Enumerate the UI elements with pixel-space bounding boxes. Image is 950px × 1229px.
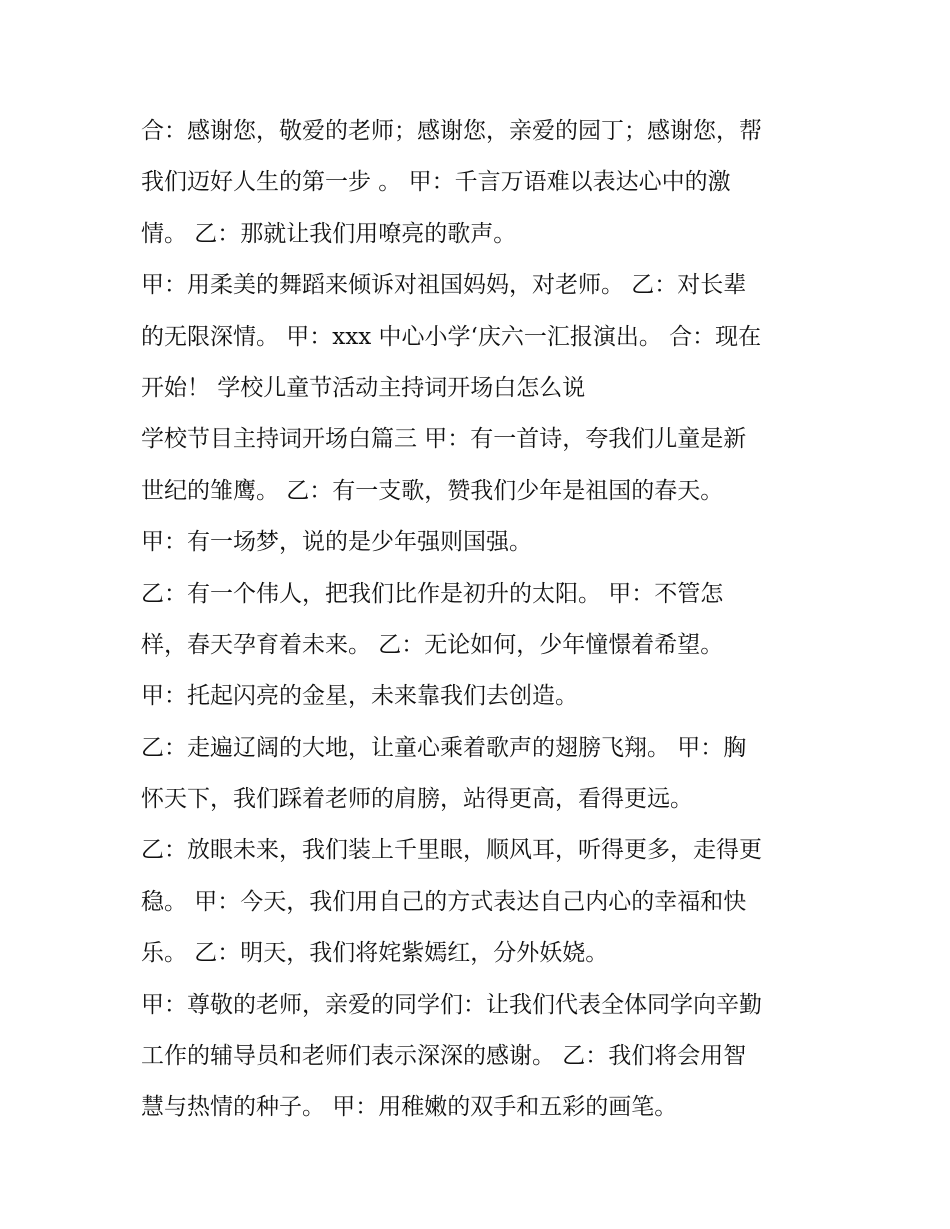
text-line: 我们迈好人生的第一步 。 甲：千言万语难以表达心中的激 [141, 169, 731, 196]
text-line: 甲：尊敬的老师，亲爱的同学们：让我们代表全体同学向辛勤 [141, 991, 762, 1018]
text-line: 稳。 甲：今天，我们用自己的方式表达自己内心的幸福和快 [141, 888, 747, 915]
text-line: 的无限深情。 甲：xxx 中心小学‘庆六一汇报演出。 合：现在 [141, 323, 762, 350]
text-line: 乙：有一个伟人，把我们比作是初升的太阳。 甲：不管怎 [141, 580, 724, 607]
text-line: 甲：用柔美的舞蹈来倾诉对祖国妈妈，对老师。 乙：对长辈 [141, 272, 747, 299]
text-line: 开始！ 学校儿童节活动主持词开场白怎么说 [141, 374, 586, 401]
text-line: 世纪的雏鹰。 乙：有一支歌，赞我们少年是祖国的春天。 [141, 477, 724, 504]
text-line: 情。 乙：那就让我们用嘹亮的歌声。 [141, 220, 517, 247]
text-line: 乐。 乙：明天，我们将姹紫嫣红，分外妖娆。 [141, 940, 609, 967]
text-line: 怀天下，我们踩着老师的肩膀，站得更高，看得更远。 [141, 786, 693, 813]
text-line: 合：感谢您，敬爱的老师；感谢您，亲爱的园丁；感谢您，帮 [141, 118, 762, 144]
text-line: 慧与热情的种子。 甲：用稚嫩的双手和五彩的画笔。 [141, 1094, 678, 1121]
text-line: 甲：有一场梦，说的是少年强则国强。 [141, 529, 532, 556]
body-text [141, 106, 821, 1134]
text-line: 学校节目主持词开场白篇三 甲：有一首诗，夸我们儿童是新 [141, 426, 747, 453]
text-line: 甲：托起闪亮的金星，未来靠我们去创造。 [141, 683, 578, 710]
text-line: 工作的辅导员和老师们表示深深的感谢。 乙：我们将会用智 [141, 1043, 747, 1070]
text-line: 样，春天孕育着未来。 乙：无论如何，少年憧憬着希望。 [141, 631, 724, 658]
text-line: 乙：走遍辽阔的大地，让童心乘着歌声的翅膀飞翔。 甲：胸 [141, 734, 747, 761]
text-line: 乙：放眼未来，我们装上千里眼，顺风耳，听得更多，走得更 [141, 837, 762, 864]
